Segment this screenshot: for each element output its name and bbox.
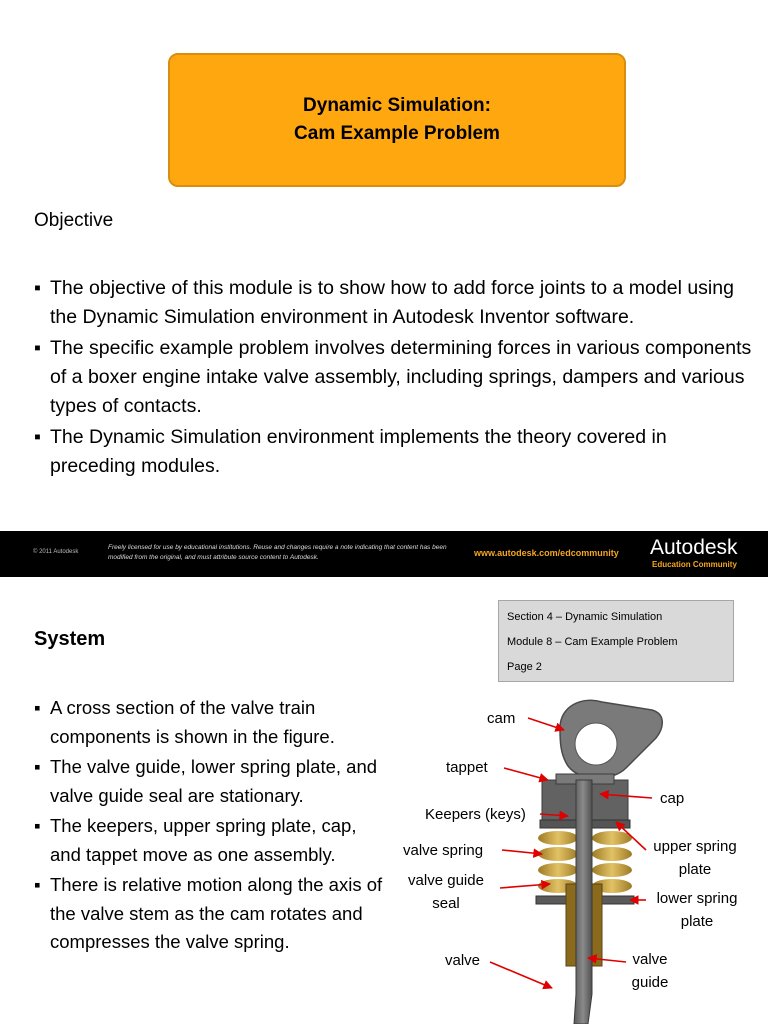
autodesk-logo-subtitle: Education Community (652, 560, 737, 569)
system-bullet: ▪ A cross section of the valve train components is shown in the figure. (34, 694, 390, 751)
label-valve-spring: valve spring (403, 842, 484, 859)
footer-copyright: © 2011 Autodesk (33, 549, 79, 555)
label-valve-guide-seal-line1: valve guide (408, 872, 484, 889)
label-upper-spring-plate (642, 835, 748, 881)
cam-shaft-hole (575, 723, 617, 765)
system-bullet: ▪ The keepers, upper spring plate, cap, and tappet move as one assembly. (34, 812, 390, 869)
label-keepers: Keepers (keys) (425, 806, 526, 823)
objective-bullet: ▪ The Dynamic Simulation environment implements the theory covered in preceding modules. (34, 423, 754, 481)
slide-title-box (168, 53, 626, 187)
label-valve-guide-seal (394, 869, 498, 915)
footer-url-link[interactable]: www.autodesk.com/edcommunity (474, 548, 619, 558)
label-cap: cap (660, 790, 685, 807)
label-upper-spring-plate-line2: plate (678, 861, 712, 878)
label-valve-guide-line1: valve (632, 951, 668, 968)
label-upper-spring-plate-line1: upper spring (653, 838, 737, 855)
slide-title-line1: Dynamic Simulation: (303, 95, 491, 116)
label-lower-spring-plate-line2: plate (680, 913, 714, 930)
label-valve-guide-seal-line2: seal (432, 895, 460, 912)
section-info-box (498, 600, 734, 682)
label-lower-spring-plate-line1: lower spring (656, 890, 738, 907)
label-tappet: tappet (446, 759, 488, 776)
objective-heading: Objective (34, 210, 114, 231)
label-valve-guide (620, 948, 680, 994)
objective-bullet-list (34, 274, 754, 483)
system-heading: System (34, 628, 106, 650)
system-bullet: ▪ There is relative motion along the axis of the valve stem as the cam rotates and compresses the valve spring. (34, 871, 390, 957)
module-label: Module 8 – Cam Example Problem (507, 636, 678, 648)
label-valve: valve (445, 952, 481, 969)
valve-stem-shape (574, 780, 592, 1024)
system-bullet: ▪ The valve guide, lower spring plate, and valve guide seal are stationary. (34, 753, 390, 810)
label-cam: cam (487, 710, 516, 727)
footer-band (0, 531, 768, 577)
label-valve-guide-line2: guide (631, 974, 669, 991)
slide-title-line2: Cam Example Problem (294, 123, 500, 144)
objective-bullet: ▪ The specific example problem involves determining forces in various components of a boxer engine intake valve assembly, including springs, dampers and various types of contacts. (34, 334, 754, 421)
valve-train-figure (390, 688, 768, 1024)
system-bullet-list (34, 694, 390, 959)
footer-license-text: Freely licensed for use by educational institutions. Reuse and changes require a note indicating that content has been modified from the original, and must attribute source content to Autodesk. (108, 544, 447, 561)
page-label: Page 2 (507, 661, 542, 673)
objective-bullet: ▪ The objective of this module is to show how to add force joints to a model using the Dynamic Simulation environment in Autodesk Inventor software. (34, 274, 754, 332)
autodesk-logo: Autodesk (650, 536, 738, 559)
section-label: Section 4 – Dynamic Simulation (507, 611, 663, 623)
label-lower-spring-plate (644, 887, 750, 933)
